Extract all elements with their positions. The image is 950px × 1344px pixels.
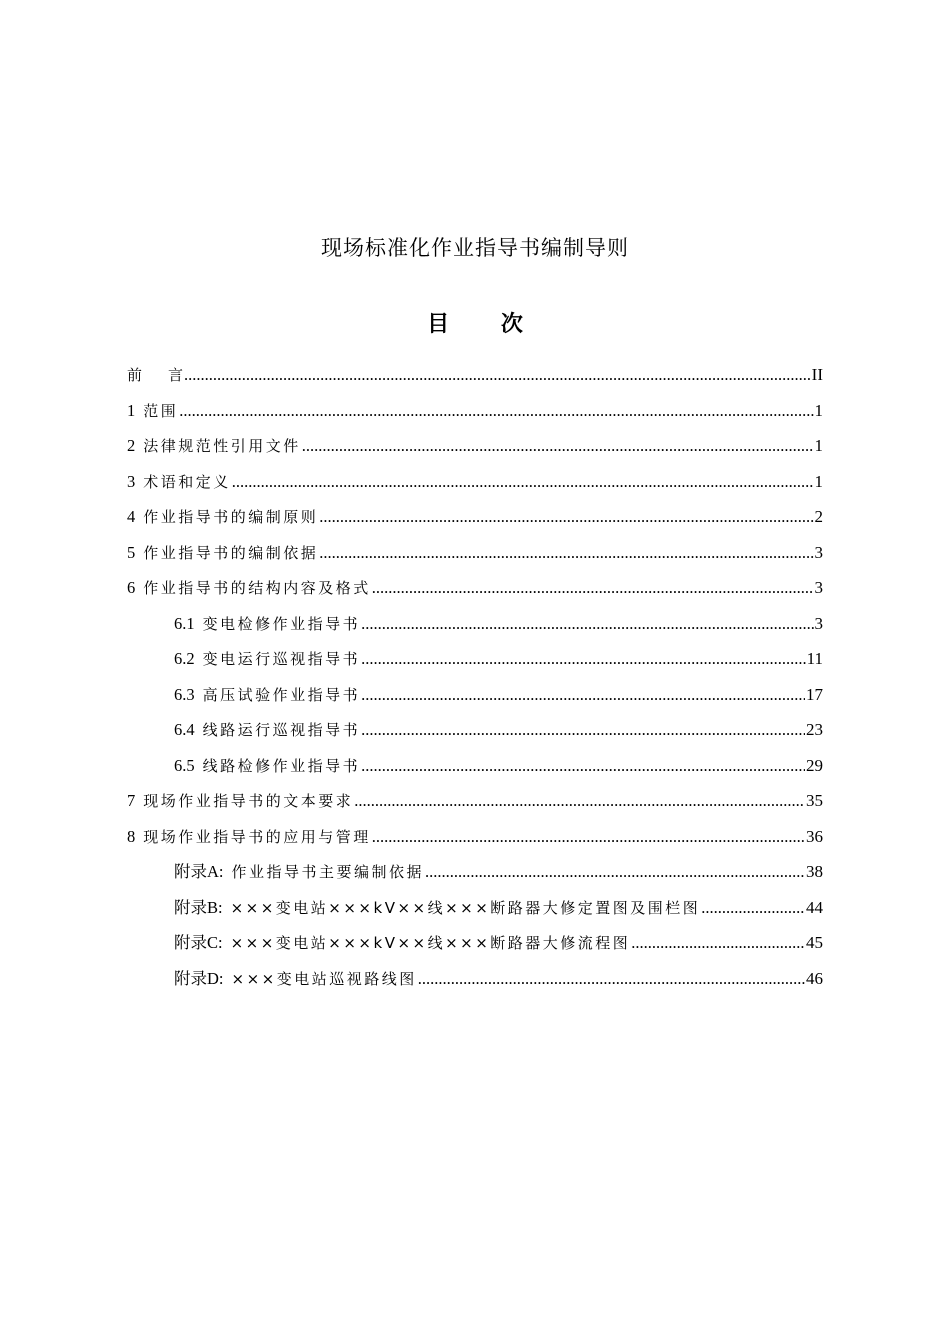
toc-entry-label: 术语和定义: [143, 472, 231, 491]
toc-entry-label: 变电检修作业指导书: [202, 614, 361, 633]
toc-entry-number: 附录D:: [174, 968, 224, 988]
toc-entry-number: 6.1: [174, 613, 195, 633]
toc-entry-label: 现场作业指导书的文本要求: [143, 792, 354, 810]
toc-entry-number: 6: [127, 578, 136, 597]
toc-entry[interactable]: [127, 428, 823, 464]
toc-entry-label: 作业指导书主要编制依据: [231, 863, 425, 881]
toc-entry-page: 35: [806, 791, 823, 810]
toc-entry[interactable]: [127, 393, 823, 429]
document-title: 现场标准化作业指导书编制导则: [321, 236, 629, 260]
toc-entry-label: ×××变电站×××kV××线×××断路器大修流程图: [230, 934, 631, 952]
toc-entry-label: ×××变电站巡视路线图: [231, 969, 417, 988]
toc-entry-page: 3: [814, 613, 823, 633]
toc-entry-page: 1: [814, 471, 823, 491]
toc-entry[interactable]: [127, 854, 823, 890]
toc-entry-number: 6.3: [174, 684, 195, 704]
toc-entry[interactable]: [127, 641, 823, 677]
toc-leader-dots: [361, 712, 805, 748]
toc-leader-dots: [631, 925, 805, 961]
toc-entry[interactable]: [127, 890, 823, 926]
toc-entry-page: 46: [806, 968, 823, 988]
toc-entry-page: 38: [806, 862, 823, 881]
toc-entry-page: 23: [806, 720, 823, 739]
toc-leader-dots: [232, 464, 814, 500]
toc-heading: 目 次: [427, 312, 545, 337]
toc-leader-dots: [179, 393, 813, 429]
toc-entry-number: 7: [127, 791, 136, 810]
toc-entry-page: 29: [806, 755, 823, 775]
toc-entry-label: 前 言: [127, 366, 184, 384]
toc-entry-page: 45: [806, 933, 823, 952]
toc-entry[interactable]: [127, 819, 823, 855]
toc-entry-page: 2: [814, 507, 823, 526]
toc-leader-dots: [302, 428, 814, 464]
toc-entry-number: 6.4: [174, 720, 195, 739]
toc-entry-page: 17: [806, 684, 823, 704]
toc-entry-page: II: [811, 365, 823, 384]
table-of-contents: [127, 357, 823, 996]
toc-entry-number: 附录C:: [174, 933, 223, 952]
toc-entry[interactable]: [127, 570, 823, 606]
toc-leader-dots: [418, 961, 805, 997]
toc-entry-number: 6.5: [174, 755, 195, 775]
toc-entry-label: 作业指导书的编制原则: [143, 508, 319, 526]
toc-entry[interactable]: [127, 499, 823, 535]
toc-entry[interactable]: [127, 783, 823, 819]
toc-leader-dots: [361, 606, 813, 642]
toc-entry-label: 范围: [143, 401, 179, 420]
toc-leader-dots: [425, 854, 805, 890]
toc-entry-number: 8: [127, 826, 136, 846]
toc-entry-number: 5: [127, 542, 136, 562]
toc-entry-page: 44: [806, 897, 823, 917]
toc-entry[interactable]: [127, 961, 823, 997]
toc-entry-number: 1: [127, 400, 136, 420]
toc-entry-label: 现场作业指导书的应用与管理: [143, 827, 371, 846]
toc-leader-dots: [701, 890, 805, 926]
toc-entry-number: 2: [127, 436, 136, 455]
toc-entry[interactable]: [127, 677, 823, 713]
toc-entry-label: 法律规范性引用文件: [143, 437, 301, 455]
toc-entry-page: 1: [814, 436, 823, 455]
toc-entry-page: 3: [814, 578, 823, 597]
toc-entry[interactable]: [127, 464, 823, 500]
toc-leader-dots: [354, 783, 805, 819]
toc-leader-dots: [361, 641, 805, 677]
toc-leader-dots: [184, 357, 811, 393]
toc-entry-label: ×××变电站×××kV××线×××断路器大修定置图及围栏图: [230, 898, 701, 917]
toc-entry-number: 4: [127, 507, 136, 526]
toc-entry[interactable]: [127, 357, 823, 393]
toc-entry-number: 附录A:: [174, 862, 224, 881]
toc-entry[interactable]: [127, 535, 823, 571]
toc-entry-label: 线路检修作业指导书: [202, 756, 361, 775]
toc-leader-dots: [361, 748, 805, 784]
toc-entry-number: 6.2: [174, 649, 195, 668]
toc-entry-label: 作业指导书的编制依据: [143, 543, 319, 562]
toc-leader-dots: [372, 819, 805, 855]
toc-leader-dots: [319, 499, 813, 535]
toc-entry[interactable]: [127, 925, 823, 961]
toc-leader-dots: [372, 570, 814, 606]
toc-entry-number: 3: [127, 471, 136, 491]
toc-entry-label: 线路运行巡视指导书: [202, 721, 361, 739]
toc-entry-label: 变电运行巡视指导书: [202, 650, 361, 668]
toc-leader-dots: [319, 535, 813, 571]
toc-entry-page: 1: [814, 400, 823, 420]
toc-entry[interactable]: [127, 606, 823, 642]
toc-entry-page: 11: [806, 649, 823, 668]
toc-entry-number: 附录B:: [174, 897, 223, 917]
toc-entry-label: 作业指导书的结构内容及格式: [143, 579, 371, 597]
toc-leader-dots: [361, 677, 805, 713]
toc-entry-page: 3: [814, 542, 823, 562]
toc-entry[interactable]: [127, 712, 823, 748]
toc-entry[interactable]: [127, 748, 823, 784]
toc-entry-label: 高压试验作业指导书: [202, 685, 361, 704]
toc-entry-page: 36: [806, 826, 823, 846]
